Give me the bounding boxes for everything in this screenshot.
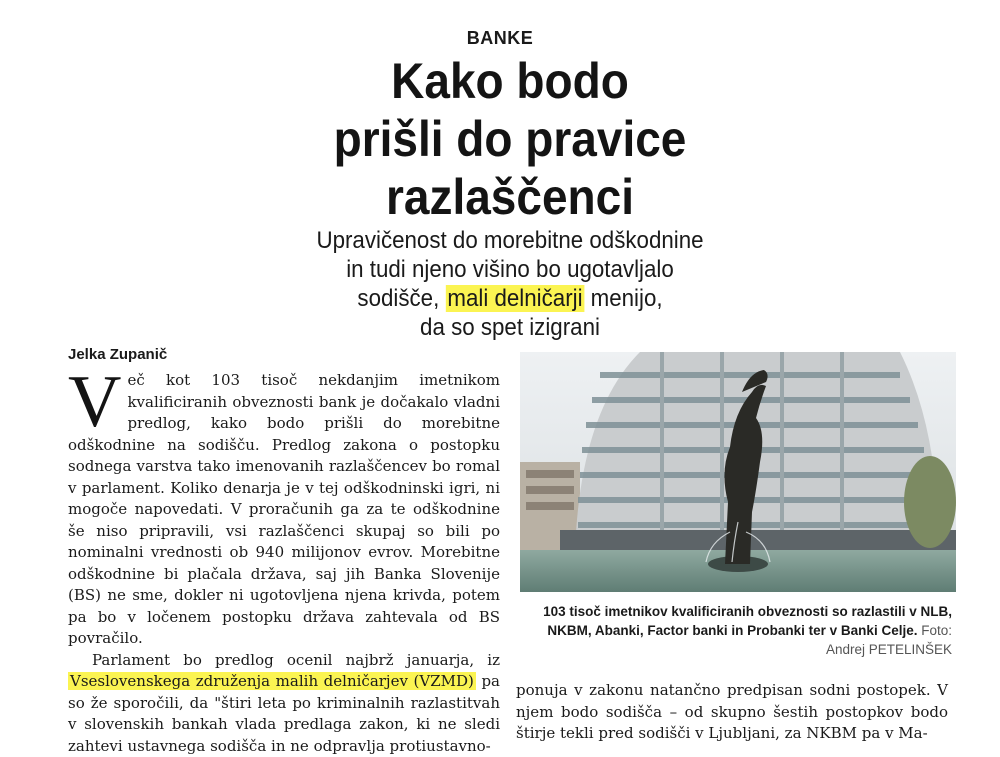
paragraph-text: Parlament bo predlog ocenil najbrž januarja, iz	[92, 651, 500, 669]
deck-line	[259, 284, 761, 313]
deck-line: da so spet izigrani	[259, 313, 761, 342]
article-body-column-2	[516, 680, 948, 745]
deck-highlight: mali delničarji	[445, 285, 584, 312]
author-byline: Jelka Zupanič	[68, 346, 167, 363]
paragraph-text: pa so že sporočili, da "štiri leta po kriminalnih razlastitvah v slovenskih bankah vlada predlaga zakon, ki ne sledi zahtevi ustavnega sodišča in ne odpravlja protiustavno-	[68, 672, 500, 755]
body-paragraph: ponuja v zakonu natančno predpisan sodni postopek. V njem bodo sodišča – od skupno šestih postopkov bodo štirje tekli pred sodišči v Ljubljani, za NKBM pa v Ma-	[516, 680, 948, 745]
paragraph-text: eč kot 103 tisoč nekdanjim imetnikom kvalificiranih obveznosti bank je dočakalo vladni predlog, kako bodo prišli do morebitne odškodnine na sodišču. Predlog zakona o postopku sodnega varstva tako imenovanih razlaščencev bo romal v parlament. Koliko denarja je v tej odškodninski igri, ni mogoče napovedati. V proračunih ga za te odškodnine še niso pripravili, vsi razlaščenci skupaj so bili po nominalni vrednosti ob 940 milijonov evrov. Morebitne odškodnine bi plačala država, saj jih Banka Slovenije (BS) ne sme, dokler ni ugotovljena njena krivda, potem pa bo v ločenem postopku država zahtevala od BS povračilo.	[68, 371, 500, 647]
news-photo	[520, 352, 956, 592]
article-body-column	[68, 370, 500, 757]
deck-line: in tudi njeno višino bo ugotavljalo	[259, 255, 761, 284]
headline-line: Kako bodo	[271, 52, 749, 110]
drop-cap: V	[68, 374, 121, 430]
caption-text: 103 tisoč imetnikov kvalificiranih obveznosti so razlastili v NLB, NKBM, Abanki, Factor banki in Probanki ter v Banki Celje.	[543, 604, 952, 638]
body-paragraph	[68, 370, 500, 650]
deck	[259, 226, 761, 342]
deck-line: Upravičenost do morebitne odškodnine	[259, 226, 761, 255]
deck-text: sodišče,	[357, 285, 439, 312]
body-paragraph	[68, 650, 500, 757]
headline	[271, 52, 749, 226]
photo-caption	[530, 602, 952, 659]
headline-line: prišli do pravice	[271, 110, 749, 168]
highlighted-text: Vseslovenskega združenja malih delničarjev (VZMD)	[68, 672, 476, 690]
headline-line: razlaščenci	[271, 168, 749, 226]
photo-credit: Foto: Andrej PETELINŠEK	[826, 623, 952, 657]
deck-text: menijo,	[591, 285, 663, 312]
photo-image	[520, 352, 956, 592]
section-kicker: BANKE	[0, 28, 1000, 49]
